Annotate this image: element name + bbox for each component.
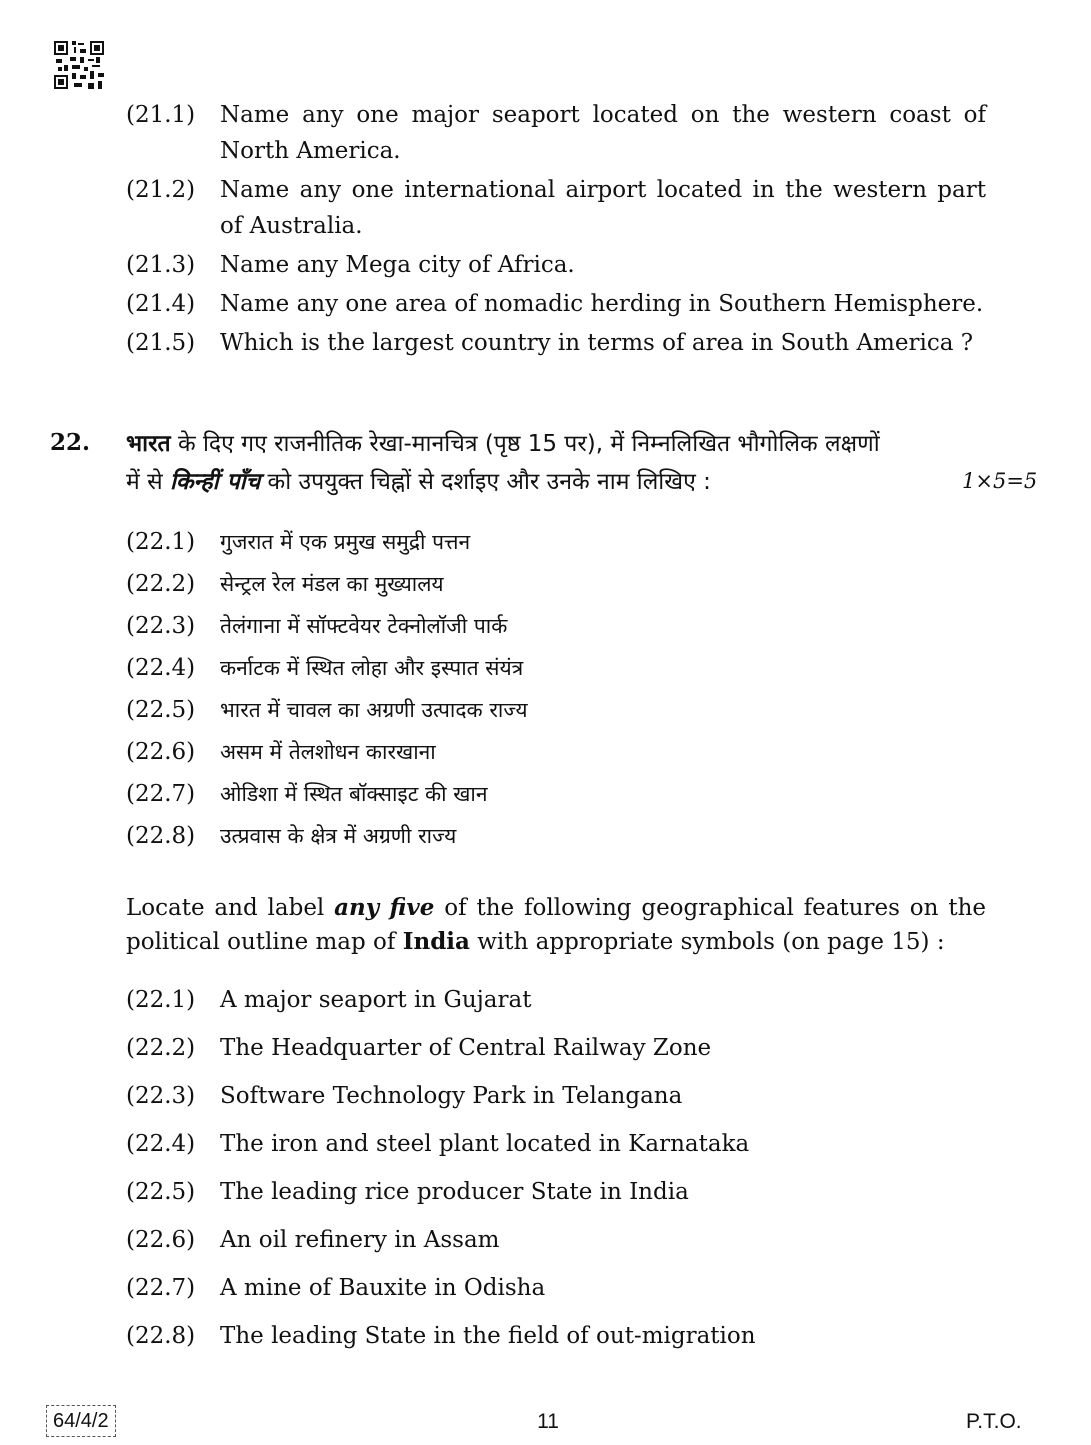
item-text: Which is the largest country in terms of area in South America ? [220, 330, 974, 356]
instruction-text: Locate and label [126, 895, 335, 921]
item-number: (22.6) [126, 739, 196, 765]
item-text: An oil refinery in Assam [220, 1227, 500, 1253]
item-text: Software Technology Park in Telangana [220, 1083, 683, 1109]
item-number: (22.5) [126, 697, 196, 723]
item-number: (22.3) [126, 1083, 196, 1109]
instruction-text: of the following geographical features on the political outline map of [126, 895, 986, 955]
item-text: Name any one area of nomadic herding in Southern Hemisphere. [220, 291, 984, 317]
paper-code: 64/4/2 [46, 1405, 116, 1437]
question-english-instruction [126, 891, 986, 959]
item-text: असम में तेलशोधन कारखाना [220, 740, 436, 764]
item-text: The iron and steel plant located in Karnataka [220, 1131, 750, 1157]
item-number: (21.3) [126, 252, 196, 278]
item-text: A mine of Bauxite in Odisha [220, 1275, 546, 1301]
item-text: Name any Mega city of Africa. [220, 252, 575, 278]
emphasis-bold-italic: any five [334, 894, 435, 921]
emphasis-bold: India [402, 928, 470, 955]
item-text: The leading State in the field of out-migration [220, 1323, 756, 1349]
item-text: भारत में चावल का अग्रणी उत्पादक राज्य [220, 698, 528, 722]
item-text: Name any one major seaport located on the western coast of North America. [220, 102, 986, 164]
item-number: (22.3) [126, 613, 196, 639]
item-text: ओडिशा में स्थित बॉक्साइट की खान [220, 782, 488, 806]
pto-label: P.T.O. [966, 1410, 1022, 1433]
item-number: (22.1) [126, 987, 196, 1013]
item-number: (22.7) [126, 1275, 196, 1301]
item-text: तेलंगाना में सॉफ्टवेयर टेक्नोलॉजी पार्क [220, 614, 508, 638]
item-number: (22.7) [126, 781, 196, 807]
instruction-text: को उपयुक्त चिह्नों से दर्शाइए और उनके नाम लिखिए : [260, 469, 711, 495]
question-hindi-instruction [126, 425, 966, 501]
instruction-text: के दिए गए राजनीतिक रेखा-मानचित्र (पृष्ठ 15 पर), में निम्नलिखित भौगोलिक लक्षणों [170, 431, 880, 457]
item-number: (22.4) [126, 1131, 196, 1157]
emphasis-bold-italic: किन्हीं पाँच [169, 469, 261, 495]
item-number: (22.8) [126, 1323, 196, 1349]
question-number: 22. [50, 429, 91, 456]
item-text: उत्प्रवास के क्षेत्र में अग्रणी राज्य [220, 824, 457, 848]
item-text: Name any one international airport located in the western part of Australia. [220, 177, 986, 239]
item-number: (21.4) [126, 291, 196, 317]
item-number: (21.1) [126, 102, 196, 128]
instruction-text: with appropriate symbols (on page 15) : [469, 929, 945, 955]
qr-code-icon [54, 41, 104, 89]
item-number: (22.5) [126, 1179, 196, 1205]
emphasis-bold: भारत [126, 431, 171, 457]
item-number: (22.8) [126, 823, 196, 849]
item-text: A major seaport in Gujarat [220, 987, 532, 1013]
instruction-text: में से [126, 469, 170, 495]
item-number: (21.5) [126, 330, 196, 356]
item-number: (21.2) [126, 177, 196, 203]
item-number: (22.2) [126, 571, 196, 597]
item-text: कर्नाटक में स्थित लोहा और इस्पात संयंत्र [220, 656, 524, 680]
item-text: सेन्ट्रल रेल मंडल का मुख्यालय [220, 572, 444, 596]
item-number: (22.1) [126, 529, 196, 555]
item-number: (22.4) [126, 655, 196, 681]
item-text: The leading rice producer State in India [220, 1179, 689, 1205]
page-number: 11 [537, 1410, 559, 1433]
item-text: The Headquarter of Central Railway Zone [220, 1035, 712, 1061]
marks-allocation: 1×5=5 [962, 469, 1038, 493]
item-text: गुजरात में एक प्रमुख समुद्री पत्तन [220, 530, 471, 554]
item-number: (22.2) [126, 1035, 196, 1061]
item-number: (22.6) [126, 1227, 196, 1253]
